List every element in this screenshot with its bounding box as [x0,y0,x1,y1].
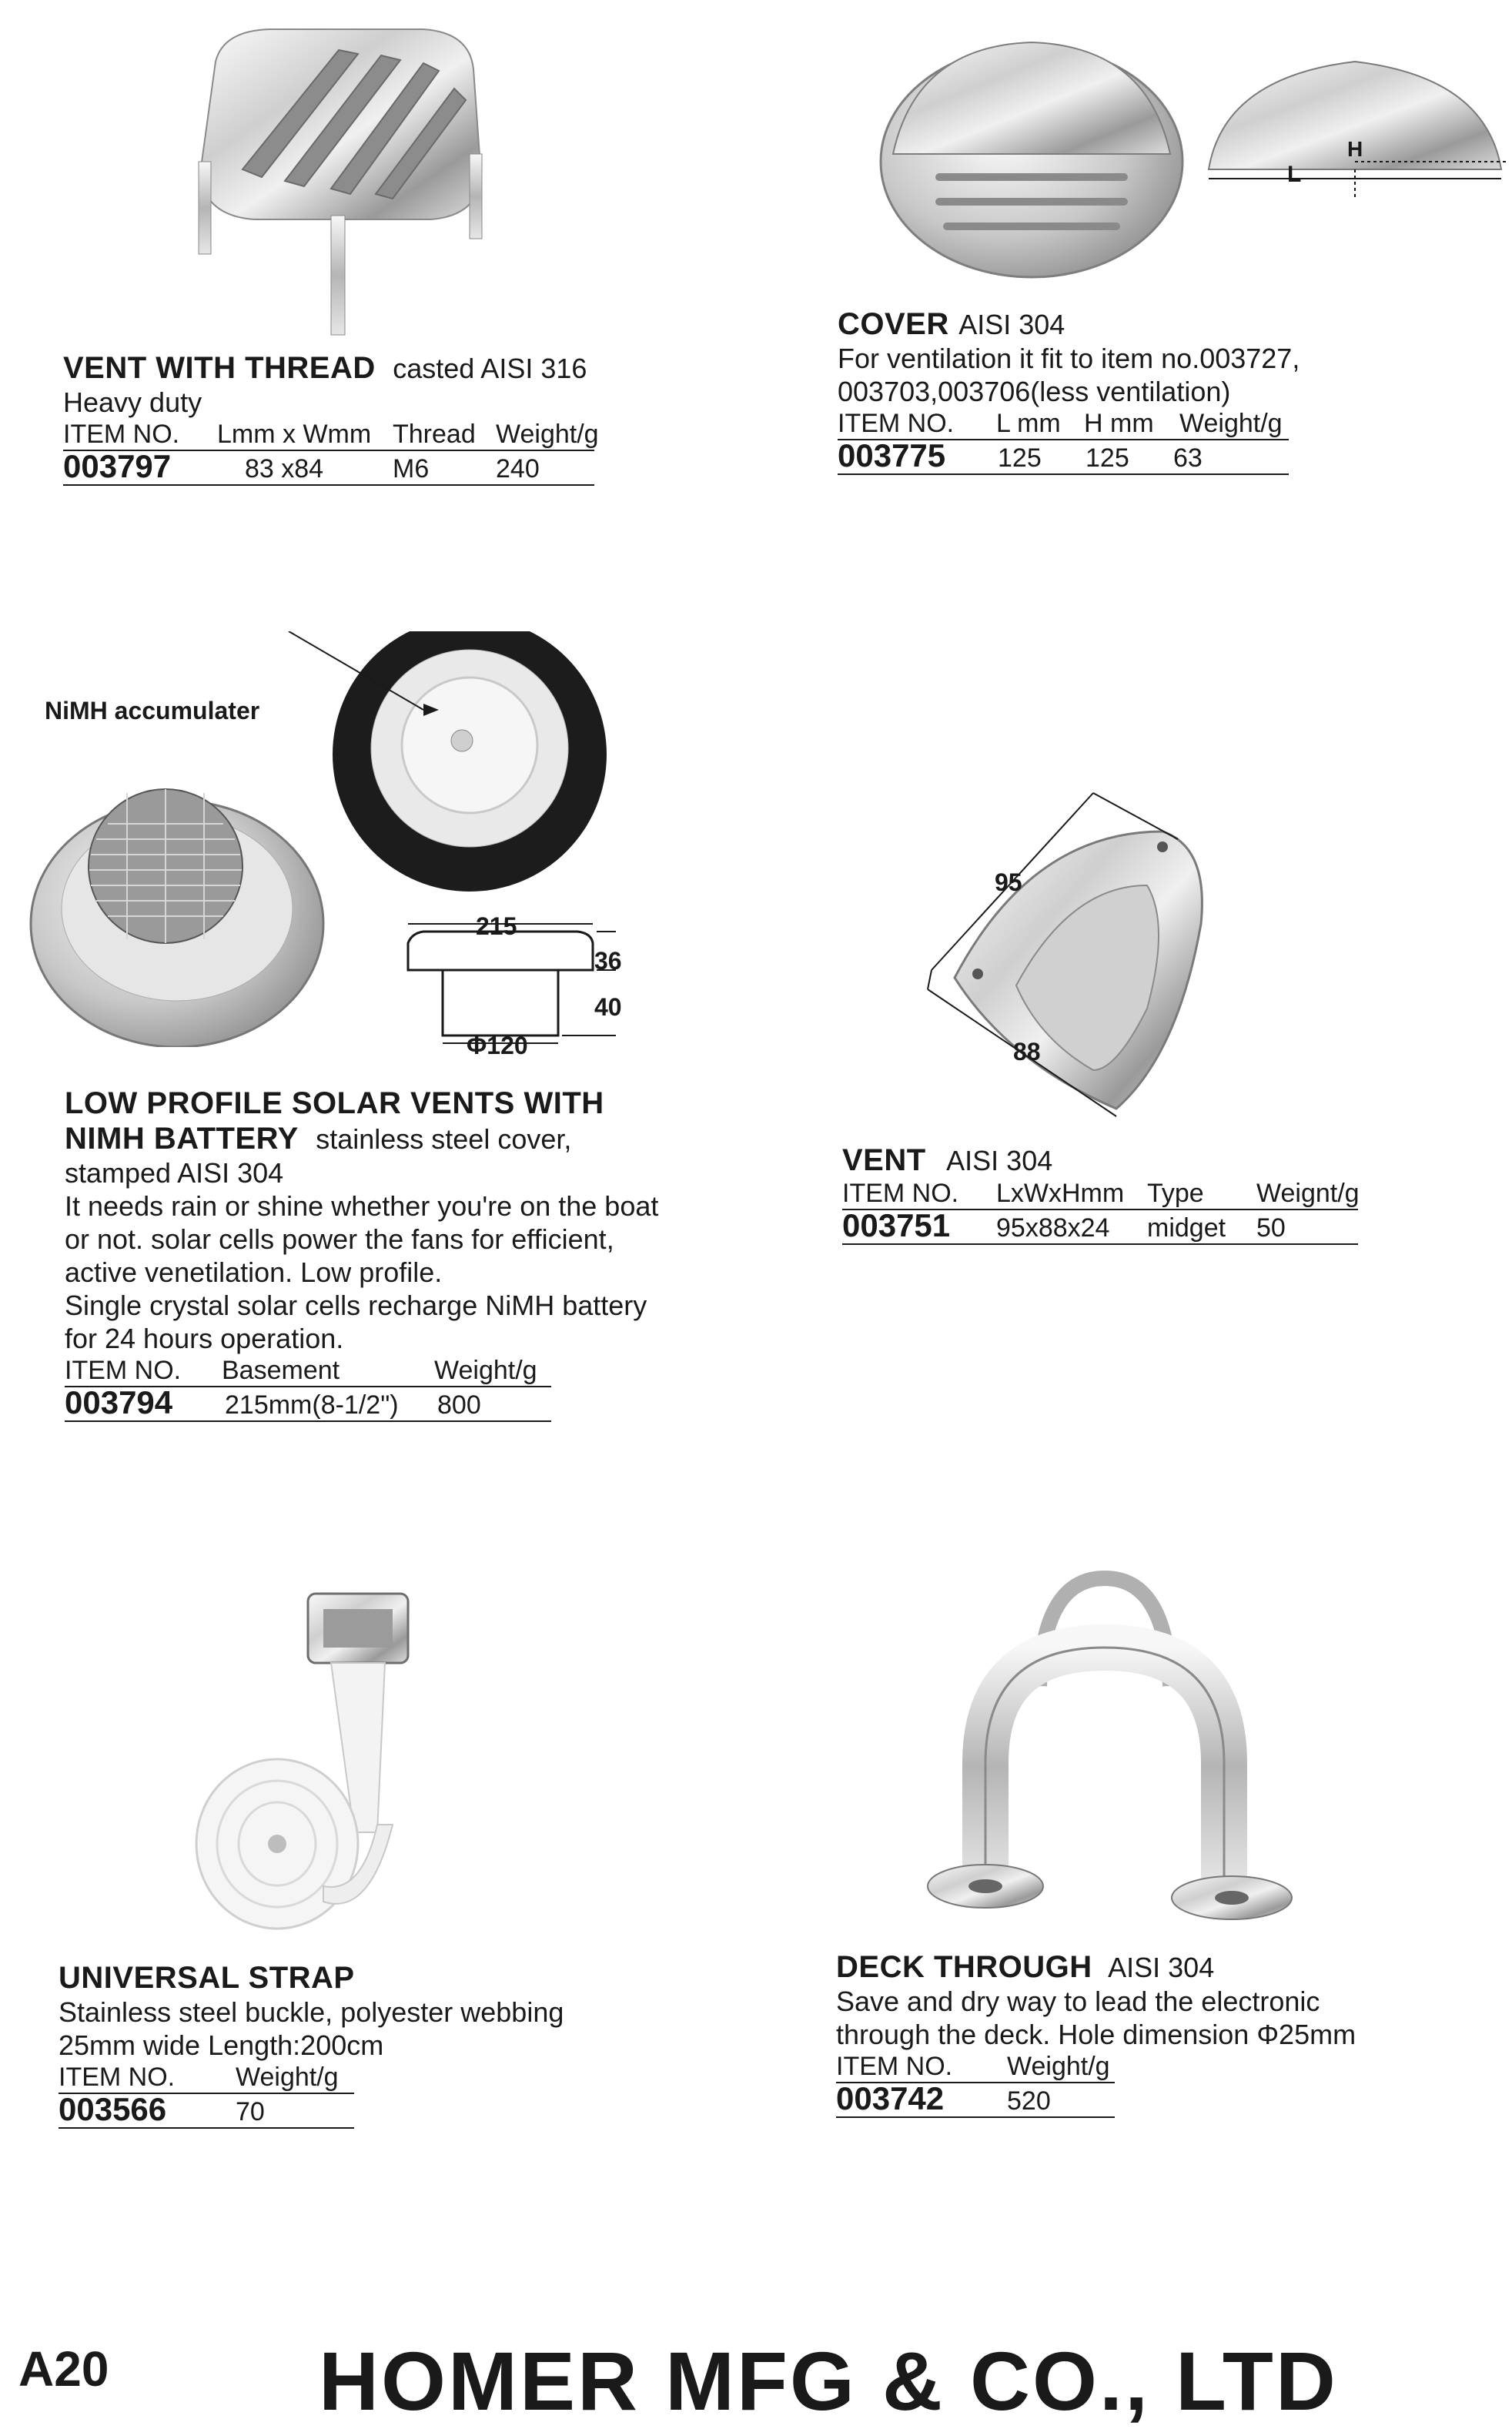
product-title-line1: LOW PROFILE SOLAR VENTS WITH [65,1086,604,1120]
product-description-line1: Stainless steel buckle, polyester webbing [59,1996,564,2028]
header-item-no: ITEM NO. [59,2063,176,2092]
product-title-line [836,1949,1483,1985]
spec-header-row [63,419,599,451]
weight-value: 520 [1007,2086,1051,2116]
weight-value: 800 [437,1390,481,1420]
product-material: AISI 304 [1108,1952,1215,1983]
spec-header-row [59,2062,354,2094]
solar-dim-height1: 36 [594,947,622,975]
product-description-line1: For ventilation it fit to item no.003727, [838,343,1300,374]
solar-dim-width: 215 [476,912,517,940]
solar-dim-diameter: Φ120 [467,1032,528,1059]
product-title: NIMH BATTERY [65,1122,299,1156]
item-number: 003794 [65,1384,173,1420]
product-title-line2 [65,1121,758,1156]
header-dimensions: Lmm x Wmm [217,420,372,449]
dimensions-value: 83 x84 [245,454,324,483]
solar-vent-block [65,1086,758,1422]
header-weight: Weight/g [1179,409,1283,438]
spec-header-row [836,2051,1115,2083]
header-item-no: ITEM NO. [65,1356,182,1385]
cover-image [870,23,1193,285]
vent-dim-b-label: 88 [1013,1038,1041,1066]
product-title: DECK THROUGH [836,1950,1092,1984]
universal-strap-block [59,1960,674,2129]
product-title: COVER [838,307,949,341]
weight-value: 63 [1173,443,1203,473]
spec-data-row [838,437,1289,475]
vent-with-thread-image [169,15,508,339]
header-basement: Basement [222,1356,340,1385]
product-material: stainless steel cover, [316,1123,572,1155]
product-title: VENT WITH THREAD [63,351,376,385]
product-description-line3: or not. solar cells power the fans for efficient, [65,1223,614,1255]
product-title-line [63,350,617,386]
product-description-line2: through the deck. Hole dimension Φ25mm [836,2019,1356,2050]
cover-dim-l-label: L [1287,162,1302,187]
vent-image [916,785,1224,1132]
vent-dim-a-label: 95 [995,868,1022,896]
product-description-line1: stamped AISI 304 [65,1157,284,1189]
deck-through-block [836,1949,1483,2118]
cover-block [838,306,1469,475]
spec-header-row [65,1355,551,1387]
product-description-line4: active venetilation. Low profile. [65,1256,443,1288]
header-item-no: ITEM NO. [63,420,180,449]
spec-data-row [842,1207,1358,1245]
item-number: 003775 [838,437,946,473]
h-value: 125 [1085,443,1129,473]
header-item-no: ITEM NO. [836,2052,953,2081]
product-description-line2: 25mm wide Length:200cm [59,2029,384,2061]
header-l: L mm [996,409,1061,438]
header-item-no: ITEM NO. [838,409,955,438]
product-description-line2: It needs rain or shine whether you're on the boat [65,1190,659,1222]
cover-dim-h-label: H [1347,137,1363,161]
solar-callout-label: NiMH accumulater [45,697,260,724]
product-title-line [838,306,1469,342]
header-weight: Weignt/g [1256,1179,1360,1208]
product-description-line2: 003703,003706(less ventilation) [838,376,1231,407]
l-value: 125 [998,443,1042,473]
header-weight: Weight/g [496,420,599,449]
header-item-no: ITEM NO. [842,1179,959,1208]
spec-header-row [842,1178,1358,1210]
spec-data-row [59,2091,354,2129]
product-title: VENT [842,1143,926,1177]
solar-vent-image [23,631,631,1047]
product-description-line1: Save and dry way to lead the electronic [836,1986,1320,2017]
weight-value: 240 [496,454,540,483]
header-type: Type [1147,1179,1204,1208]
weight-value: 50 [1256,1213,1286,1243]
cover-side-diagram [1201,46,1509,200]
product-description-line6: for 24 hours operation. [65,1323,344,1354]
deck-through-image [908,1563,1324,1932]
universal-strap-image [192,1571,470,1948]
header-dimensions: LxWxHmm [996,1179,1125,1208]
vent-block [842,1143,1458,1245]
basement-value: 215mm(8-1/2") [225,1390,399,1420]
thread-value: M6 [393,454,430,483]
product-material: AISI 304 [946,1145,1053,1176]
vent-with-thread-block [63,350,617,486]
spec-data-row [63,448,594,486]
product-title-line [842,1143,1458,1178]
spec-data-row [65,1384,551,1422]
header-weight: Weight/g [236,2063,339,2092]
page-code: A20 [18,2341,109,2397]
product-description: Heavy duty [63,386,202,418]
company-name: HOMER MFG & CO., LTD [319,2334,1338,2427]
item-number: 003742 [836,2080,945,2116]
item-number: 003566 [59,2091,167,2127]
product-description-line5: Single crystal solar cells recharge NiMH battery [65,1290,647,1321]
spec-data-row [836,2080,1115,2118]
dimensions-value: 95x88x24 [996,1213,1110,1243]
item-number: 003751 [842,1207,951,1243]
product-material: AISI 304 [958,309,1065,340]
weight-value: 70 [236,2097,265,2126]
product-title: UNIVERSAL STRAP [59,1961,355,1995]
spec-header-row [838,408,1289,440]
header-weight: Weight/g [1007,2052,1110,2081]
product-material: casted AISI 316 [393,353,587,384]
solar-dim-height2: 40 [594,993,622,1021]
item-number: 003797 [63,448,172,484]
type-value: midget [1147,1213,1226,1243]
header-thread: Thread [393,420,476,449]
header-h: H mm [1084,409,1154,438]
header-weight: Weight/g [434,1356,537,1385]
